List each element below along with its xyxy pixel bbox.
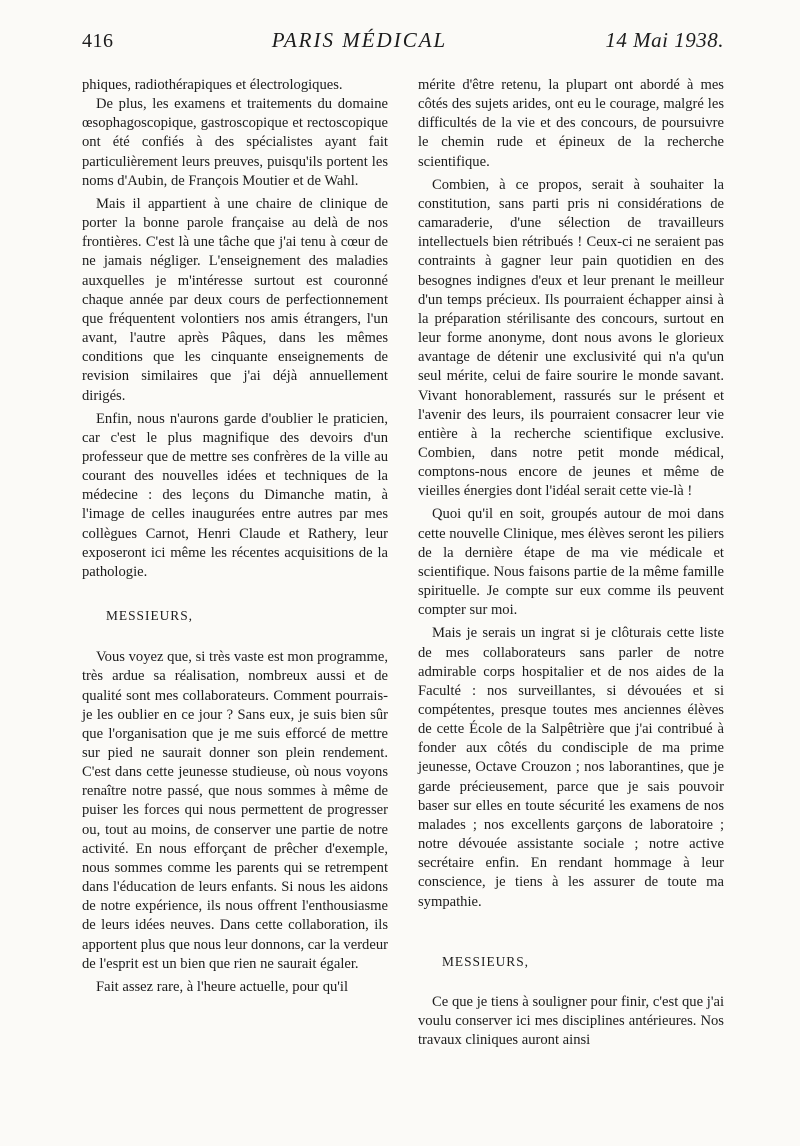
right-paragraph-1: mérite d'être retenu, la plupart ont abordé à mes côtés des sujets arides, ont eu le courage, malgré les difficultés de la vie et des concours, de poursuivre le chemin rude et épineux de la recherche scientifique. <box>418 77 724 170</box>
issue-date: 14 Mai 1938. <box>605 28 724 52</box>
right-paragraph-4: Mais je serais un ingrat si je clôturais cette liste de mes collaborateurs sans parler de notre admirable corps hospitalier et de nos aides de la Faculté : nos surveillantes, si dévouées et si compétentes, presque toutes mes anciennes élèves de cette École de la Salpêtrière que j'ai contribué à fonder aux côtés du condisciple de ma prime jeunesse, Octave Crouzon ; nos laborantines, que je garde précieusement, parce que je sais pouvoir baser sur elles en toute sécurité les examens de nos malades ; nos excellents garçons de laboratoire ; notre dévouée assistante sociale ; notre active secrétaire enfin. En rendant hommage à leur conscience, je tiens à les assurer de toute ma sympathie. <box>418 625 724 910</box>
left-paragraph-3: Mais il appartient à une chaire de clinique de porter la bonne parole française au delà de nos frontières. C'est là une tâche que j'ai tenu à cœur de ne jamais négliger. L'enseignement des maladies auxquelles je m'intéresse surtout est couronné chaque année par deux cours de perfectionnement que fréquentent volontiers nos amis étrangers, l'un avant, l'autre après Pâques, dans les mêmes conditions que les cinquante enseignements de revision similaires que j'ai déjà annuellement dirigés. <box>82 195 388 404</box>
left-column <box>82 76 388 997</box>
left-paragraph-2: De plus, les examens et traitements du domaine œsophagoscopique, gastroscopique et rectoscopique ont été confiés à des spécialistes ayant fait particulièrement leurs preuves, puisqu'ils portent les noms d'Aubin, de François Moutier et de Wahl. <box>82 96 388 189</box>
left-paragraph-5: Vous voyez que, si très vaste est mon programme, très ardue sa réalisation, nombreux aussi et de qualité sont mes collaborateurs. Comment pourrais-je les oublier en ce jour ? Sans eux, je suis bien sûr que l'organisation que je me suis efforcé de mettre sur pied ne saurait donner son plein rendement. C'est dans cette jeunesse studieuse, où nous voyons renaître notre passé, que nous sommes à même de puiser les forces qui nous permettent de progresser ou, tout au moins, de conserver une partie de notre activité. En nous efforçant de prêcher d'exemple, nous sommes comme les parents qui se retrempent dans l'éducation de leurs enfants. Si nous les aidons de notre expérience, ils nous offrent l'enthousiasme de leurs idées neuves. Dans cette collaboration, ils apportent plus que nous leur donnons, car la verdeur de l'esprit est un bien que rien ne saurait égaler. <box>82 649 388 972</box>
section-heading-right: MESSIEURS, <box>442 953 530 969</box>
right-paragraph-5: Ce que je tiens à souligner pour finir, c'est que j'ai voulu conserver ici mes disciplines antérieures. Nos travaux cliniques auront ainsi <box>418 993 724 1049</box>
left-paragraph-6: Fait assez rare, à l'heure actuelle, pour qu'il <box>96 978 349 995</box>
left-paragraph-1: phiques, radiothérapiques et électrologiques. <box>82 77 343 93</box>
page-number: 416 <box>82 30 114 52</box>
right-paragraph-2: Combien, à ce propos, serait à souhaiter la constitution, sans parti pris ni considérations de camaraderie, d'une sélection de travailleurs intellectuels bien rétribués ! Ceux-ci ne seraient pas contraints à gagner leur pain quotidien en des besognes indignes d'eux et leur prenant le meilleur d'un temps précieux. Ils pourraient échapper ainsi à la préparation stérilisante des concours, surtout en leur forme anonyme, dont nous avons le glorieux avantage de détenir une exclusivité qui n'a qu'un seul mérite, celui de faire sourire le monde savant. Vivant honorablement, rassurés sur le présent et l'avenir des leurs, ils pourraient consacrer leur vie entière à la recherche scientifique exclusive. Combien, dans notre petit monde médical, comptons-nous encore de jeunes et même de vieilles énergies dont l'idéal serait cette vie-là ! <box>418 176 724 500</box>
running-header <box>82 28 724 56</box>
section-heading-left: MESSIEURS, <box>106 608 194 624</box>
left-paragraph-4: Enfin, nous n'aurons garde d'oublier le praticien, car c'est le plus magnifique des devoirs d'un professeur que de mettre ses confrères de la ville au courant des nouvelles idées et techniques de la médecine : des leçons du Dimanche matin, à l'image de celles inaugurées entre autres par mes collègues Carnot, Henri Claude et Rathery, leur exposeront ici même les récentes acquisitions de la pathologie. <box>82 410 388 580</box>
right-column <box>418 76 724 1050</box>
journal-title: PARIS MÉDICAL <box>271 28 448 52</box>
right-paragraph-3: Quoi qu'il en soit, groupés autour de moi dans cette nouvelle Clinique, mes élèves seront les piliers de la dernière étape de ma vie médicale et scientifique. Nous faisons partie de la même famille spirituelle. Je compte sur eux comme ils peuvent compter sur moi. <box>418 506 724 619</box>
